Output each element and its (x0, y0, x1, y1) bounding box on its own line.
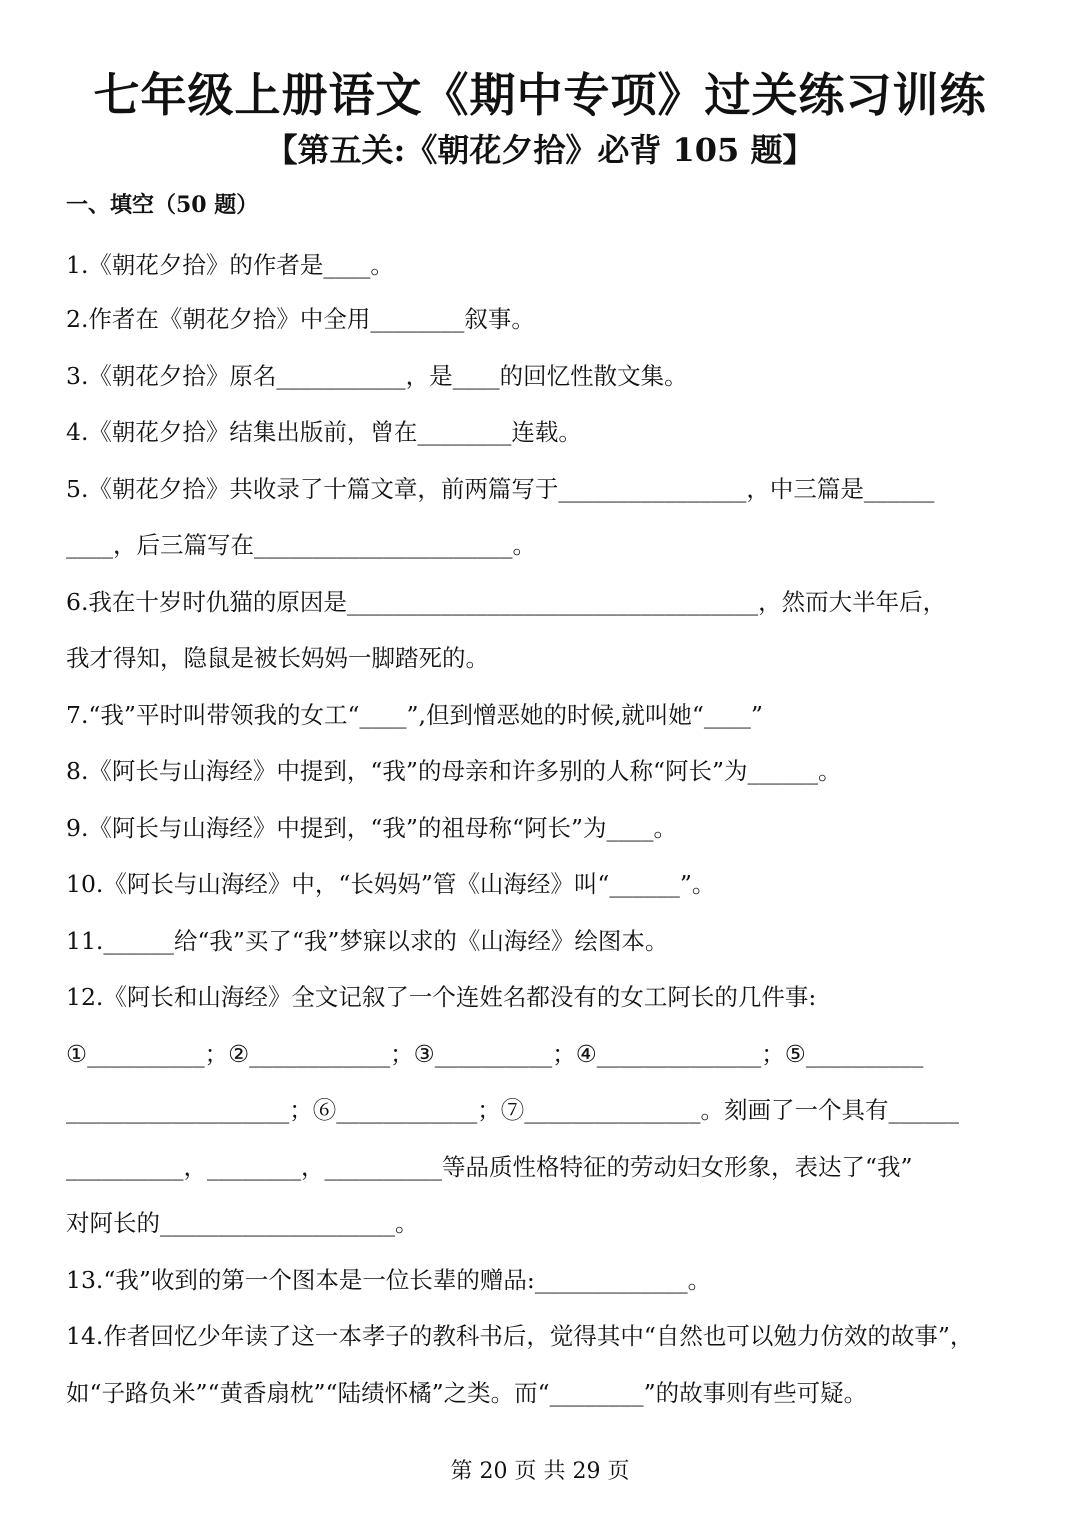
question-line-2: 2.作者在《朝花夕拾》中全用________叙事。 (66, 305, 535, 333)
question-line-8: 8.《阿长与山海经》中提到，“我”的母亲和许多别的人称“阿长”为______。 (66, 757, 842, 785)
page-footer: 第 20 页 共 29 页 (450, 1459, 630, 1484)
question-line-12a: 12.《阿长和山海经》全文记叙了一个连姓名都没有的女工阿长的几件事: (66, 983, 817, 1011)
question-line-12b: ①__________；②____________；③__________；④______________；⑤__________ (66, 1040, 924, 1068)
question-line-1: 1.《朝花夕拾》的作者是____。 (66, 251, 394, 279)
question-line-5b: ____，后三篇写在______________________。 (66, 531, 536, 559)
question-line-12d: __________，________，__________等品质性格特征的劳动妇女形象，表达了“我” (66, 1153, 913, 1181)
question-line-12e: 对阿长的____________________。 (66, 1209, 419, 1237)
question-line-5a: 5.《朝花夕拾》共收录了十篇文章，前两篇写于________________，中三篇是______ (66, 475, 935, 503)
question-line-6b: 我才得知，隐鼠是被长妈妈一脚踏死的。 (66, 644, 489, 672)
document-subtitle: 【第五关:《朝花夕拾》必背 105 题】 (265, 131, 815, 169)
question-line-13: 13.“我”收到的第一个图本是一位长辈的赠品:_____________。 (66, 1266, 712, 1294)
question-line-3: 3.《朝花夕拾》原名___________，是____的回忆性散文集。 (66, 362, 688, 390)
question-line-14b: 如“子路负米”“黄香扇枕”“陆绩怀橘”之类。而“________”的故事则有些可疑。 (66, 1379, 868, 1407)
question-line-7: 7.“我”平时叫带领我的女工“____”,但到憎恶她的时候,就叫她“____” (66, 701, 763, 729)
question-line-10: 10.《阿长与山海经》中，“长妈妈”管《山海经》叫“______”。 (66, 870, 716, 898)
question-line-11: 11.______给“我”买了“我”梦寐以求的《山海经》绘图本。 (66, 927, 669, 955)
question-line-4: 4.《朝花夕拾》结集出版前，曾在________连载。 (66, 418, 582, 446)
question-line-6a: 6.我在十岁时仇猫的原因是___________________________________，然而大半年后， (66, 588, 947, 616)
document-title: 七年级上册语文《期中专项》过关练习训练 (93, 68, 987, 122)
section-heading: 一、填空（50 题） (66, 192, 259, 218)
question-line-9: 9.《阿长与山海经》中提到，“我”的祖母称“阿长”为____。 (66, 814, 677, 842)
question-line-12c: ___________________；⑥____________；⑦_______________。刻画了一个具有______ (66, 1096, 959, 1124)
question-line-14a: 14.作者回忆少年读了这一本孝子的教科书后，觉得其中“自然也可以勉力仿效的故事”， (66, 1322, 974, 1350)
